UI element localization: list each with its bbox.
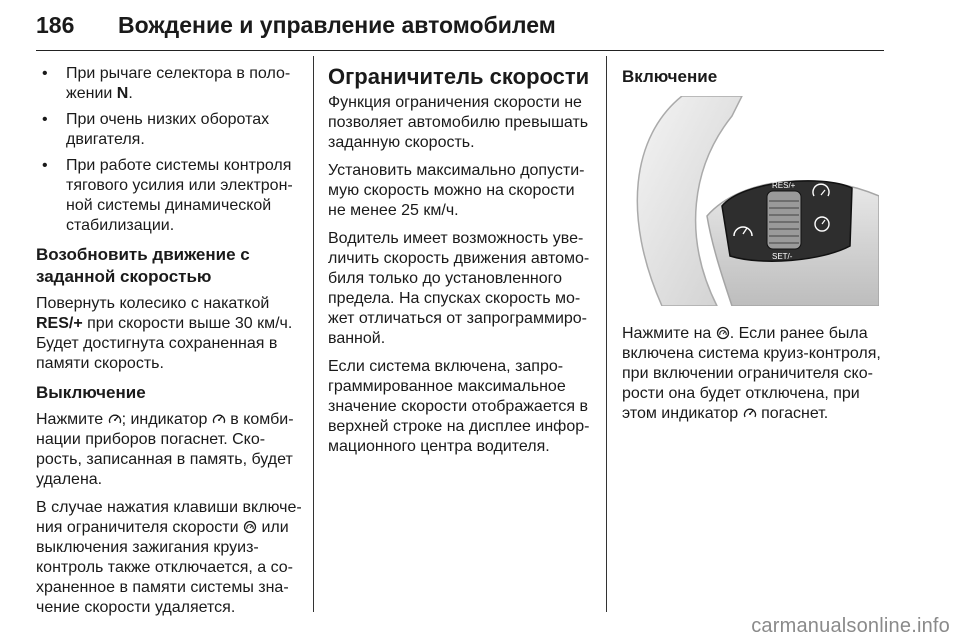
list-item: • При очень низких оборотах двигателя. bbox=[36, 110, 302, 150]
resume-paragraph: Повернуть колесико с накаткой RES/+ при скорости выше 30 км/ч. Будет достигнута сохраненная в памяти скорость. bbox=[36, 295, 293, 372]
page-number: 186 bbox=[36, 12, 75, 38]
speed-limiter-heading: Ограничитель скорости bbox=[328, 64, 590, 89]
limiter-paragraph-1: Функция ограничения скорости не позволяет автомобилю превышать заданную скорость. bbox=[328, 94, 589, 151]
column-2 bbox=[328, 64, 596, 465]
limiter-paragraph-4: Если система включена, запро-граммированное максимальное значение скорости отображается в верхней строке на дисплее инфор-мационного центра водителя. bbox=[328, 358, 590, 455]
svg-text:SET/-: SET/- bbox=[772, 252, 793, 261]
limiter-paragraph-2: Установить максимально допусти-мую скорость можно на скорости не менее 25 км/ч. bbox=[328, 162, 585, 219]
speed-limiter-icon bbox=[716, 326, 730, 340]
condition-list bbox=[36, 64, 302, 236]
page-header bbox=[36, 8, 884, 42]
off-paragraph-2: В случае нажатия клавиши включе-ния ограничителя скорости или выключения зажигания круиз-контроль также отключается, а со-храненное в памяти системы зна-чение скорости удаляется. bbox=[36, 499, 302, 616]
cruise-control-icon bbox=[743, 406, 757, 420]
resume-heading: Возобновить движение с заданной скоростью bbox=[36, 245, 250, 286]
list-item: • При рычаге селектора в поло-жении N. bbox=[36, 64, 302, 104]
cruise-control-icon bbox=[108, 412, 122, 426]
enable-paragraph: Нажмите на . Если ранее была включена система круиз-контроля, при включении ограничителя ско-рости она будет отключена, при этом индикатор погаснет. bbox=[622, 325, 881, 422]
watermark: carmanualsonline.info bbox=[751, 615, 950, 637]
limiter-paragraph-3: Водитель имеет возможность уве-личить скорость движения автомо-биля только до установленного предела. На спусках скорость мо-жет отличаться от запрограммиро-ванной. bbox=[328, 230, 590, 347]
off-paragraph-1: Нажмите ; индикатор в комби-нации приборов погаснет. Ско-рость, записанная в память, будет удалена. bbox=[36, 411, 294, 488]
cruise-control-icon bbox=[212, 412, 226, 426]
off-heading: Выключение bbox=[36, 383, 146, 402]
svg-text:RES/+: RES/+ bbox=[772, 181, 796, 190]
column-divider-1 bbox=[313, 56, 314, 612]
header-divider bbox=[36, 50, 884, 51]
column-3 bbox=[622, 64, 884, 432]
list-item: • При работе системы контроля тягового усилия или электрон-ной системы динамической стабилизации. bbox=[36, 156, 302, 236]
speed-limiter-icon bbox=[243, 520, 257, 534]
column-divider-2 bbox=[606, 56, 607, 612]
steering-wheel-controls-image bbox=[622, 96, 879, 306]
column-1 bbox=[36, 64, 302, 626]
page-title: Вождение и управление автомобилем bbox=[118, 12, 556, 38]
enable-heading: Включение bbox=[622, 67, 718, 86]
